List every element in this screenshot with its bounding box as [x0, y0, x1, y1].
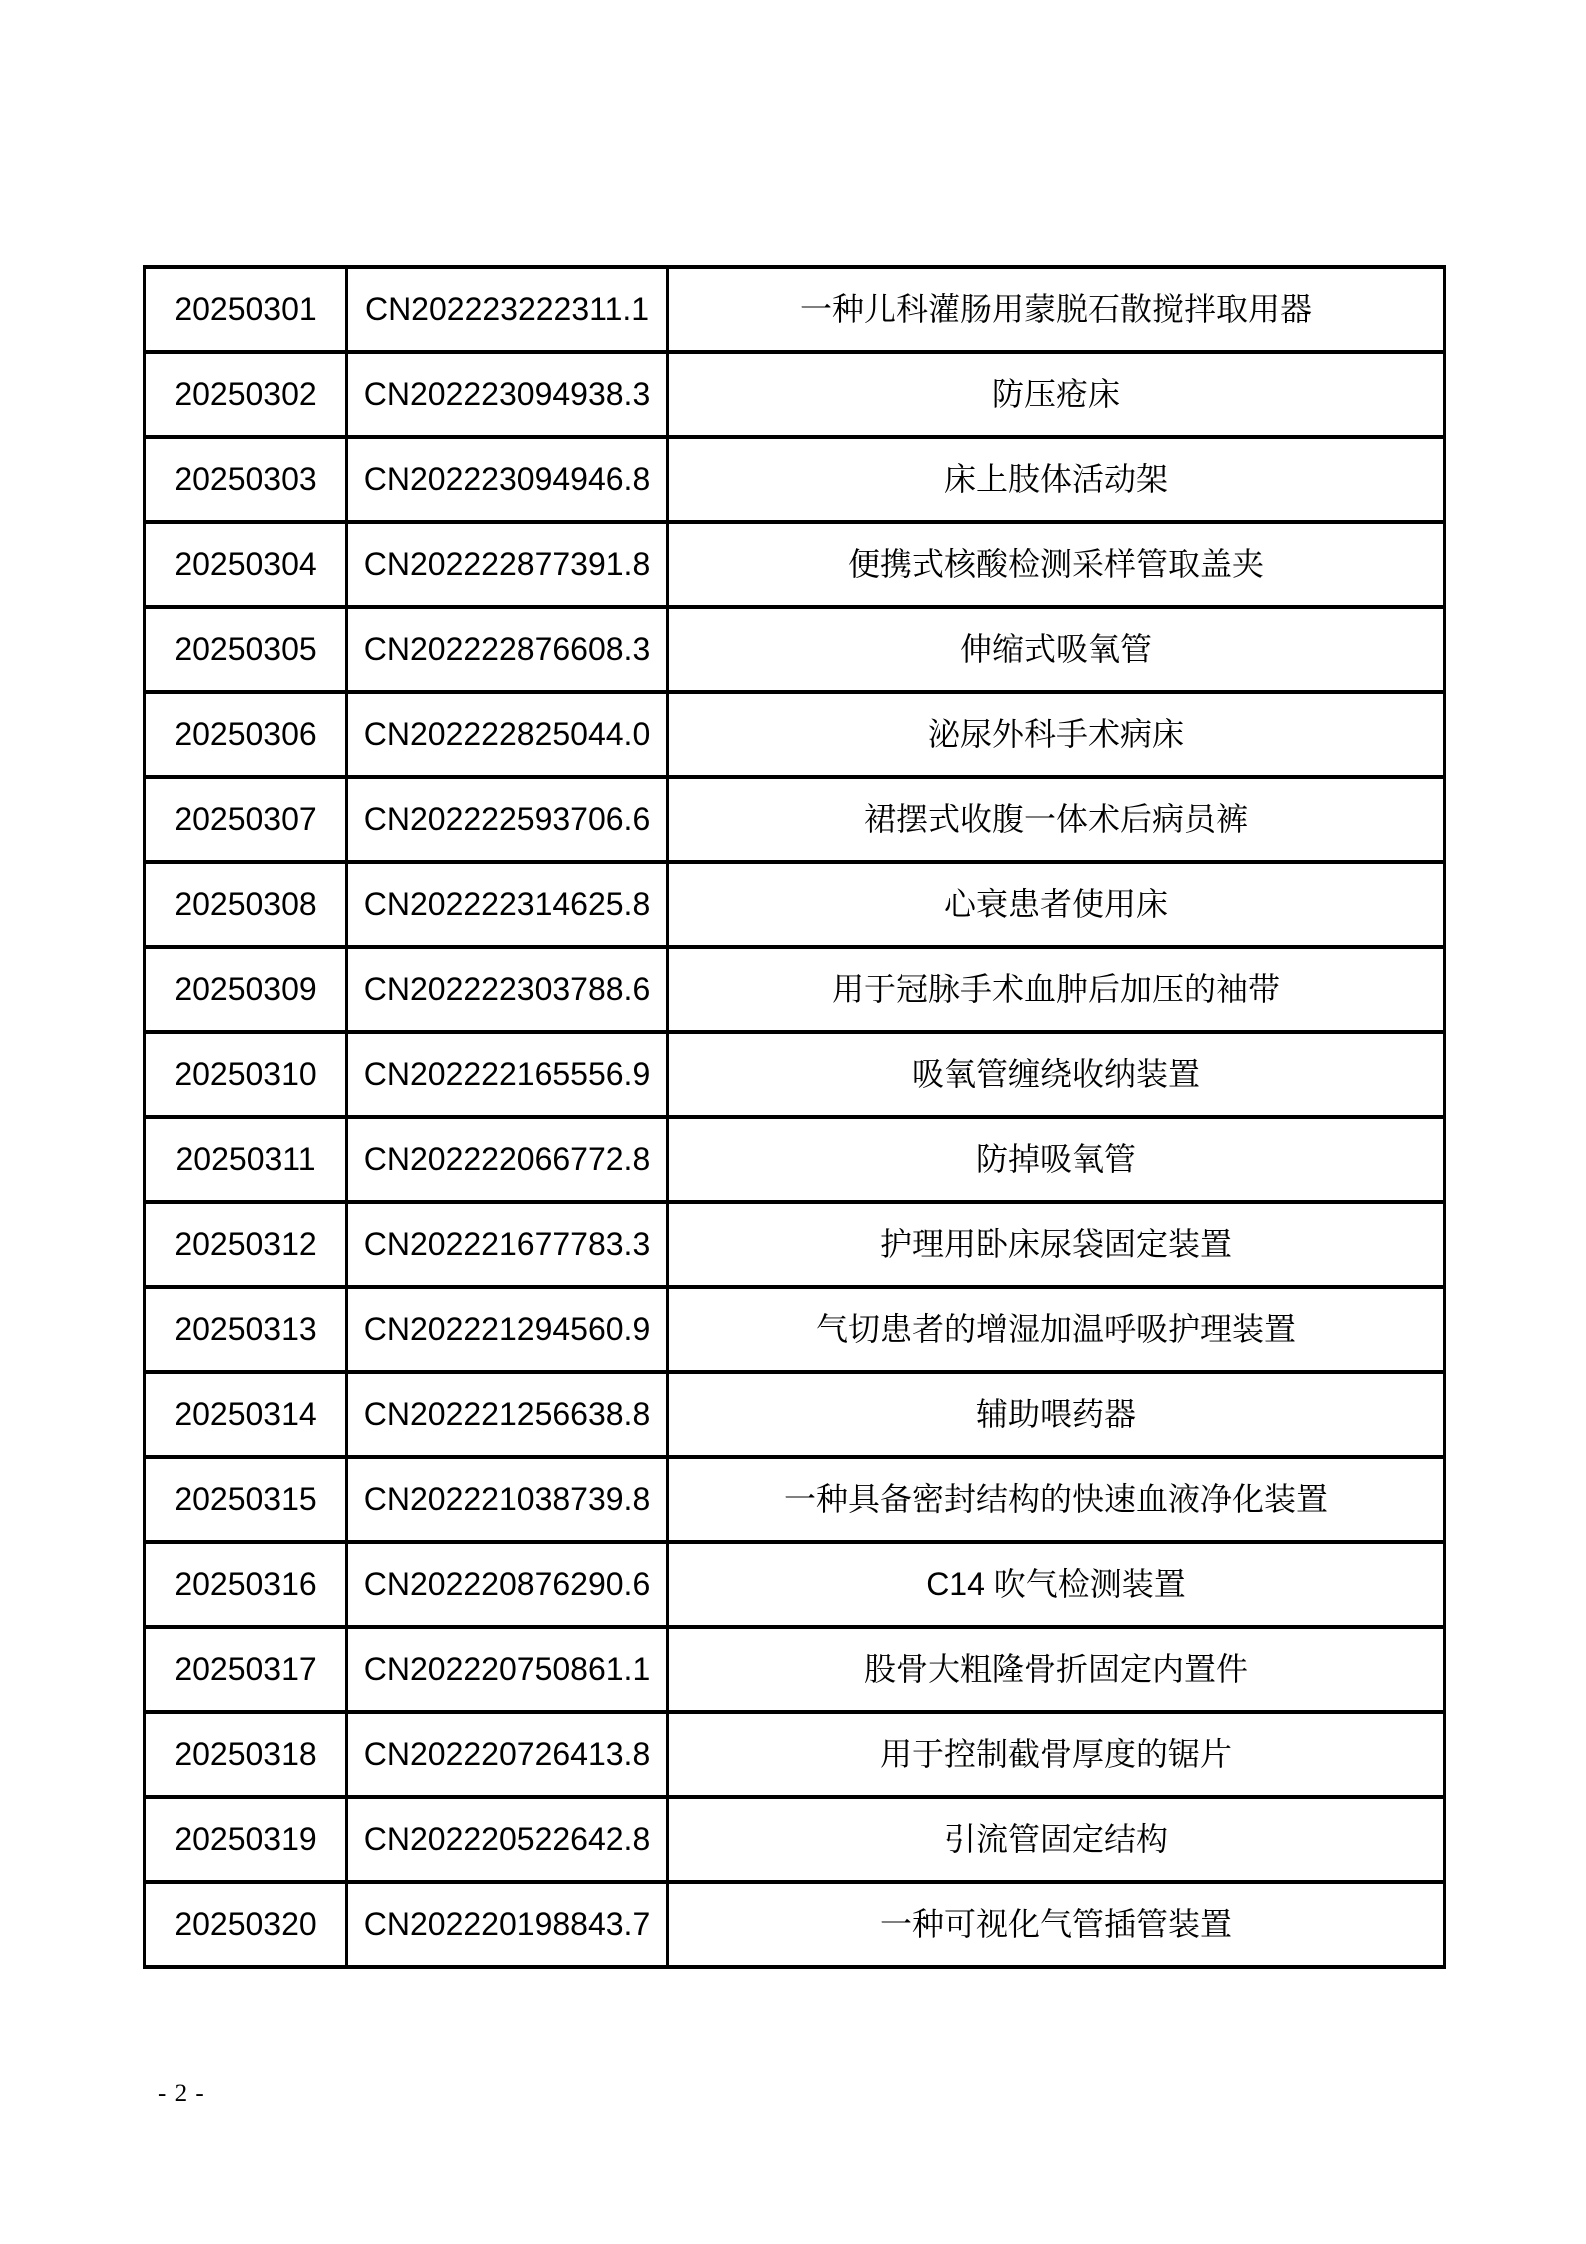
- patent-title-cell: 泌尿外科手术病床: [668, 692, 1445, 777]
- patent-number-cell: CN202222876608.3: [347, 607, 668, 692]
- patent-title-cell: 一种儿科灌肠用蒙脱石散搅拌取用器: [668, 267, 1445, 352]
- patent-title-cell: 防掉吸氧管: [668, 1117, 1445, 1202]
- table-row: [145, 1542, 1445, 1627]
- patent-title-cell: 床上肢体活动架: [668, 437, 1445, 522]
- patent-number-cell: CN202222593706.6: [347, 777, 668, 862]
- patent-title-cell: 一种具备密封结构的快速血液净化装置: [668, 1457, 1445, 1542]
- serial-number-cell: 20250319: [145, 1797, 347, 1882]
- table-row: [145, 1627, 1445, 1712]
- patent-title-cell: 防压疮床: [668, 352, 1445, 437]
- table-row: [145, 607, 1445, 692]
- patent-number-cell: CN202222825044.0: [347, 692, 668, 777]
- patent-number-cell: CN202222165556.9: [347, 1032, 668, 1117]
- serial-number-cell: 20250303: [145, 437, 347, 522]
- table-row: [145, 1287, 1445, 1372]
- patent-title-cell: 辅助喂药器: [668, 1372, 1445, 1457]
- patent-title-cell: 伸缩式吸氧管: [668, 607, 1445, 692]
- patent-number-cell: CN202221294560.9: [347, 1287, 668, 1372]
- patent-title-cell: 心衰患者使用床: [668, 862, 1445, 947]
- serial-number-cell: 20250309: [145, 947, 347, 1032]
- table-row: [145, 1032, 1445, 1117]
- serial-number-cell: 20250306: [145, 692, 347, 777]
- serial-number-cell: 20250305: [145, 607, 347, 692]
- table-row: [145, 1882, 1445, 1967]
- table-row: [145, 1372, 1445, 1457]
- serial-number-cell: 20250312: [145, 1202, 347, 1287]
- patent-number-cell: CN202222877391.8: [347, 522, 668, 607]
- serial-number-cell: 20250314: [145, 1372, 347, 1457]
- serial-number-cell: 20250318: [145, 1712, 347, 1797]
- serial-number-cell: 20250304: [145, 522, 347, 607]
- table-row: [145, 1202, 1445, 1287]
- serial-number-cell: 20250311: [145, 1117, 347, 1202]
- patent-title-cell: 引流管固定结构: [668, 1797, 1445, 1882]
- patent-number-cell: CN202222066772.8: [347, 1117, 668, 1202]
- table-row: [145, 1117, 1445, 1202]
- serial-number-cell: 20250315: [145, 1457, 347, 1542]
- patent-title-cell: 用于冠脉手术血肿后加压的袖带: [668, 947, 1445, 1032]
- patent-title-cell: 裙摆式收腹一体术后病员裤: [668, 777, 1445, 862]
- patent-title-cell: 股骨大粗隆骨折固定内置件: [668, 1627, 1445, 1712]
- page-number: - 2 -: [158, 2080, 205, 2107]
- patent-number-cell: CN202223094938.3: [347, 352, 668, 437]
- patent-number-cell: CN202221256638.8: [347, 1372, 668, 1457]
- patent-number-cell: CN202222314625.8: [347, 862, 668, 947]
- table-row: [145, 947, 1445, 1032]
- patent-title-cell: 吸氧管缠绕收纳装置: [668, 1032, 1445, 1117]
- patent-title-cell: 护理用卧床尿袋固定装置: [668, 1202, 1445, 1287]
- patent-number-cell: CN202220726413.8: [347, 1712, 668, 1797]
- table-row: [145, 862, 1445, 947]
- patent-number-cell: CN202220750861.1: [347, 1627, 668, 1712]
- table-row: [145, 352, 1445, 437]
- patent-title-cell: 一种可视化气管插管装置: [668, 1882, 1445, 1967]
- patent-title-cell: 用于控制截骨厚度的锯片: [668, 1712, 1445, 1797]
- patent-title-cell: 便携式核酸检测采样管取盖夹: [668, 522, 1445, 607]
- patent-number-cell: CN202223222311.1: [347, 267, 668, 352]
- table-row: [145, 437, 1445, 522]
- serial-number-cell: 20250316: [145, 1542, 347, 1627]
- serial-number-cell: 20250313: [145, 1287, 347, 1372]
- serial-number-cell: 20250317: [145, 1627, 347, 1712]
- patent-number-cell: CN202220876290.6: [347, 1542, 668, 1627]
- table-row: [145, 267, 1445, 352]
- patent-table-body: [145, 267, 1445, 1967]
- serial-number-cell: 20250302: [145, 352, 347, 437]
- serial-number-cell: 20250310: [145, 1032, 347, 1117]
- table-row: [145, 777, 1445, 862]
- table-row: [145, 1457, 1445, 1542]
- serial-number-cell: 20250307: [145, 777, 347, 862]
- serial-number-cell: 20250308: [145, 862, 347, 947]
- patent-title-cell: C14 吹气检测装置: [668, 1542, 1445, 1627]
- patent-number-cell: CN202220522642.8: [347, 1797, 668, 1882]
- patent-title-cell: 气切患者的增湿加温呼吸护理装置: [668, 1287, 1445, 1372]
- table-row: [145, 692, 1445, 777]
- table-row: [145, 522, 1445, 607]
- patent-number-cell: CN202221038739.8: [347, 1457, 668, 1542]
- patent-number-cell: CN202223094946.8: [347, 437, 668, 522]
- patent-table: [143, 265, 1446, 1969]
- patent-number-cell: CN202220198843.7: [347, 1882, 668, 1967]
- table-row: [145, 1797, 1445, 1882]
- patent-number-cell: CN202222303788.6: [347, 947, 668, 1032]
- patent-number-cell: CN202221677783.3: [347, 1202, 668, 1287]
- table-row: [145, 1712, 1445, 1797]
- serial-number-cell: 20250301: [145, 267, 347, 352]
- serial-number-cell: 20250320: [145, 1882, 347, 1967]
